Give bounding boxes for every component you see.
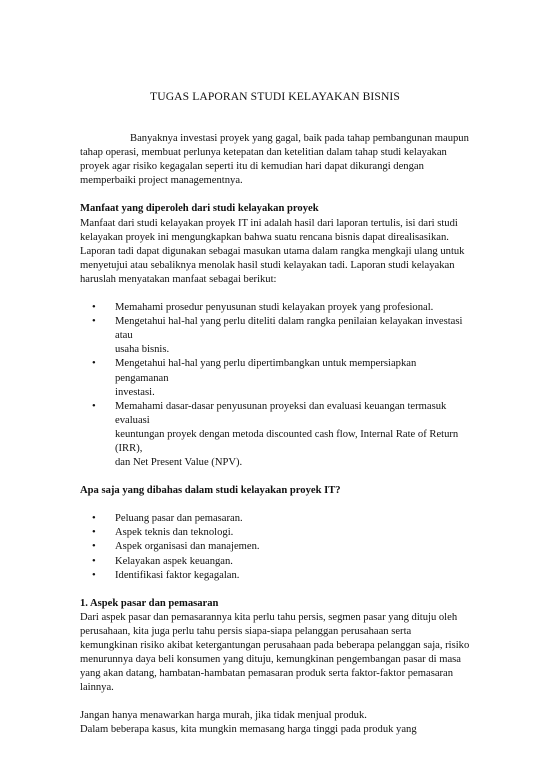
list-item: • Memahami prosedur penyusunan studi kelayakan proyek yang profesional. [80,301,470,315]
list-item: • Identifikasi faktor kegagalan. [80,569,470,583]
list-item: • Kelayakan aspek keuangan. [80,555,470,569]
section-heading-topics: Apa saja yang dibahas dalam studi kelayakan proyek IT? [80,485,341,497]
bullet-icon: • [92,527,96,539]
bullet-icon: • [92,541,96,553]
bullet-icon: • [92,302,96,314]
market-paragraph: Dari aspek pasar dan pemasarannya kita perlu tahu persis, segmen pasar yang dituju oleh perusahaan, kita juga perlu tahu persis siapa-siapa pelanggan perusahaan serta kemungkinan risiko akibat ketergantungan perusahaan pada beberapa pelanggan saja, risiko menurunnya daya beli konsumen yang dituju, kemungkinan pengembangan pasar di masa yang akan datang, hambatan-hambatan pemasaran produk serta faktor-faktor pemasaran lainnya. [80,611,470,694]
list-item: • Memahami dasar-dasar penyusunan proyeksi dan evaluasi keuangan termasuk evaluasi keuntungan proyek dengan metoda discounted cash flow, Internal Rate of Return (IRR), dan Net Present Value (NPV). [92,400,459,469]
bullet-icon: • [92,569,96,581]
intro-paragraph: Banyaknya investasi proyek yang gagal, baik pada tahap pembangunan maupun tahap operasi, membuat perlunya ketepatan dan ketelitian dalam tahap studi kelayakan proyek agar risiko kegagalan seperti itu di kemudian hari dapat dikurangi dengan memperbaiki project managementnya. [80,133,469,187]
list-item: • Mengetahui hal-hal yang perlu diteliti dalam rangka penilaian kelayakan investasi atau usaha bisnis. [92,316,463,356]
market-line-1: Jangan hanya menawarkan harga murah, jika tidak menjual produk. [80,710,367,722]
list-item: • Peluang pasar dan pemasaran. [80,512,470,526]
list-item: • Mengetahui hal-hal yang perlu dipertimbangkan untuk mempersiapkan pengamanan investasi. [92,358,417,398]
benefits-paragraph: Manfaat dari studi kelayakan proyek IT ini adalah hasil dari laporan tertulis, isi dari studi kelayakan proyek ini mengungkapkan bahwa suatu rencana bisnis dapat direalisasikan. Laporan tadi dapat digunakan sebagai masukan utama dalam rangka mengkaji ulang untuk menyetujui atau sebaliknya menolak hasil studi kelayakan tadi. Laporan studi kelayakan haruslah menyatakan manfaat sebagai berikut: [80,217,465,285]
document-page [80,90,470,738]
market-line-2: Dalam beberapa kasus, kita mungkin memasang harga tinggi pada produk yang [80,724,417,736]
document-title: TUGAS LAPORAN STUDI KELAYAKAN BISNIS [150,90,400,103]
section-heading-market: 1. Aspek pasar dan pemasaran [80,597,219,609]
section-heading-benefits: Manfaat yang diperoleh dari studi kelayakan proyek [80,203,319,215]
topics-list [80,512,470,582]
benefits-list [80,301,470,470]
list-item: • Aspek organisasi dan manajemen. [80,540,470,554]
bullet-icon: • [92,513,96,525]
bullet-icon: • [92,316,96,328]
bullet-icon: • [92,400,96,412]
bullet-icon: • [92,555,96,567]
bullet-icon: • [92,358,96,370]
list-item: • Aspek teknis dan teknologi. [80,526,470,540]
